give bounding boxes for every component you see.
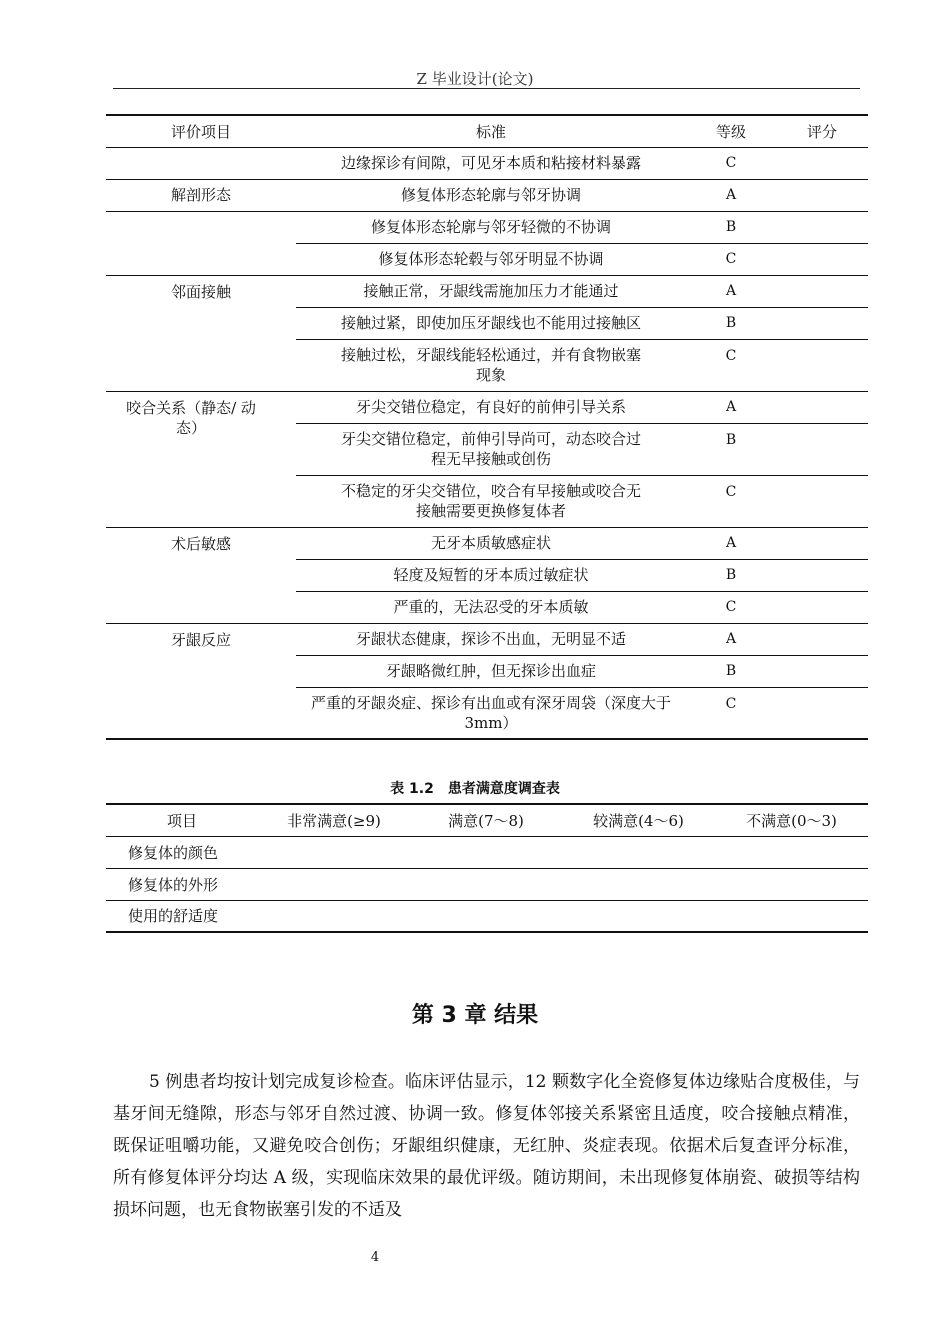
table-row (106, 211, 868, 243)
grade-cell: A (686, 275, 776, 307)
score-cell (776, 687, 868, 739)
score-cell (776, 391, 868, 423)
standard-cell: 无牙本质敏感症状 (296, 527, 686, 559)
table-caption: 表 1.2 患者满意度调查表 (390, 781, 560, 797)
standard-cell: 接触过松，牙龈线能轻松通过，并有食物嵌塞现象 (296, 339, 686, 391)
grade-cell: B (686, 655, 776, 687)
grade-cell: C (686, 147, 776, 179)
standard-cell: 不稳定的牙尖交错位，咬合有早接触或咬合无接触需要更换修复体者 (296, 475, 686, 527)
score-cell (776, 475, 868, 527)
standard-cell: 修复体形态轮毂与邻牙明显不协调 (296, 243, 686, 275)
table-row (106, 836, 868, 868)
grade-cell: B (686, 559, 776, 591)
score-cell (776, 307, 868, 339)
grade-cell: B (686, 211, 776, 243)
rating-cell (258, 900, 410, 932)
header-divider (113, 88, 860, 89)
header-unsatisfied: 不满意(0～3) (715, 804, 868, 836)
table-row (106, 900, 868, 932)
rating-cell (410, 836, 562, 868)
table-row (106, 527, 868, 559)
table-header-row (106, 115, 868, 147)
score-cell (776, 623, 868, 655)
eval-item-cell: 咬合关系（静态/ 动态） (106, 391, 296, 527)
grade-cell: A (686, 623, 776, 655)
standard-cell: 牙尖交错位稳定，前伸引导尚可，动态咬合过程无早接触或创伤 (296, 423, 686, 475)
score-cell (776, 275, 868, 307)
grade-cell: C (686, 339, 776, 391)
page-header-title: Z 毕业设计(论文) (416, 70, 534, 88)
header-item: 项目 (106, 804, 258, 836)
header-grade: 等级 (686, 115, 776, 147)
score-cell (776, 339, 868, 391)
table-row (106, 179, 868, 211)
standard-cell: 牙龈略微红肿，但无探诊出血症 (296, 655, 686, 687)
table-row (106, 623, 868, 655)
score-cell (776, 591, 868, 623)
table-header-row (106, 804, 868, 836)
score-cell (776, 147, 868, 179)
table-row (106, 275, 868, 307)
standard-cell: 牙龈状态健康，探诊不出血，无明显不适 (296, 623, 686, 655)
grade-cell: B (686, 307, 776, 339)
score-cell (776, 527, 868, 559)
grade-cell: B (686, 423, 776, 475)
grade-cell: A (686, 527, 776, 559)
standard-cell: 严重的，无法忍受的牙本质敏 (296, 591, 686, 623)
eval-item-cell: 术后敏感 (106, 527, 296, 623)
header-very-satisfied: 非常满意(≥9) (258, 804, 410, 836)
grade-cell: C (686, 591, 776, 623)
header-satisfied: 满意(7～8) (410, 804, 562, 836)
header-eval-item: 评价项目 (106, 115, 296, 147)
standard-cell: 修复体形态轮廓与邻牙协调 (296, 179, 686, 211)
score-cell (776, 423, 868, 475)
standard-cell: 修复体形态轮廓与邻牙轻微的不协调 (296, 211, 686, 243)
standard-cell: 轻度及短暂的牙本质过敏症状 (296, 559, 686, 591)
score-cell (776, 559, 868, 591)
survey-item-label: 修复体的外形 (106, 868, 258, 900)
rating-cell (562, 836, 715, 868)
score-cell (776, 655, 868, 687)
satisfaction-survey-table (106, 803, 868, 933)
grade-cell: A (686, 391, 776, 423)
rating-cell (258, 868, 410, 900)
grade-cell: C (686, 475, 776, 527)
standard-cell: 严重的牙龈炎症、探诊有出血或有深牙周袋（深度大于 3mm） (310, 693, 671, 732)
rating-cell (410, 900, 562, 932)
table-row (106, 391, 868, 423)
eval-item-cell: 邻面接触 (106, 275, 296, 391)
standard-cell: 边缘探诊有间隙，可见牙本质和粘接材料暴露 (296, 147, 686, 179)
page-number: 4 (370, 1250, 380, 1265)
results-paragraph: 5 例患者均按计划完成复诊检查。临床评估显示，12 颗数字化全瓷修复体边缘贴合度极佳，与基牙间无缝隙，形态与邻牙自然过渡、协调一致。修复体邻接关系紧密且适度，咬合接触点精准，既保证咀嚼功能，又避免咬合创伤；牙龈组织健康，无红肿、炎症表现。依据术后复查评分标准，所有修复体评分均达 A 级，实现临床效果的最优评级。随访期间，未出现修复体崩瓷、破损等结构损坏问题，也无食物嵌塞引发的不适及 (113, 1072, 860, 1220)
grade-cell: A (686, 179, 776, 211)
chapter-title: 第 3 章 结果 (411, 1003, 539, 1028)
rating-cell (715, 836, 868, 868)
rating-cell (410, 868, 562, 900)
eval-item-cell (106, 211, 296, 275)
rating-cell (715, 868, 868, 900)
evaluation-criteria-table (106, 114, 868, 740)
eval-item-cell (106, 147, 296, 179)
eval-item-cell: 解剖形态 (106, 179, 296, 211)
table-row (106, 868, 868, 900)
score-cell (776, 211, 868, 243)
header-fairly-satisfied: 较满意(4～6) (562, 804, 715, 836)
standard-cell: 牙尖交错位稳定，有良好的前伸引导关系 (296, 391, 686, 423)
grade-cell: C (686, 243, 776, 275)
rating-cell (562, 900, 715, 932)
standard-cell: 接触正常，牙龈线需施加压力才能通过 (296, 275, 686, 307)
grade-cell: C (725, 695, 737, 712)
standard-cell: 接触过紧，即使加压牙龈线也不能用过接触区 (296, 307, 686, 339)
score-cell (776, 179, 868, 211)
rating-cell (562, 868, 715, 900)
survey-item-label: 修复体的颜色 (106, 836, 258, 868)
rating-cell (715, 900, 868, 932)
rating-cell (258, 836, 410, 868)
eval-item-cell: 牙龈反应 (170, 630, 231, 649)
header-score: 评分 (776, 115, 868, 147)
header-standard: 标准 (296, 115, 686, 147)
survey-item-label: 使用的舒适度 (128, 907, 219, 926)
score-cell (776, 243, 868, 275)
table-row (106, 147, 868, 179)
